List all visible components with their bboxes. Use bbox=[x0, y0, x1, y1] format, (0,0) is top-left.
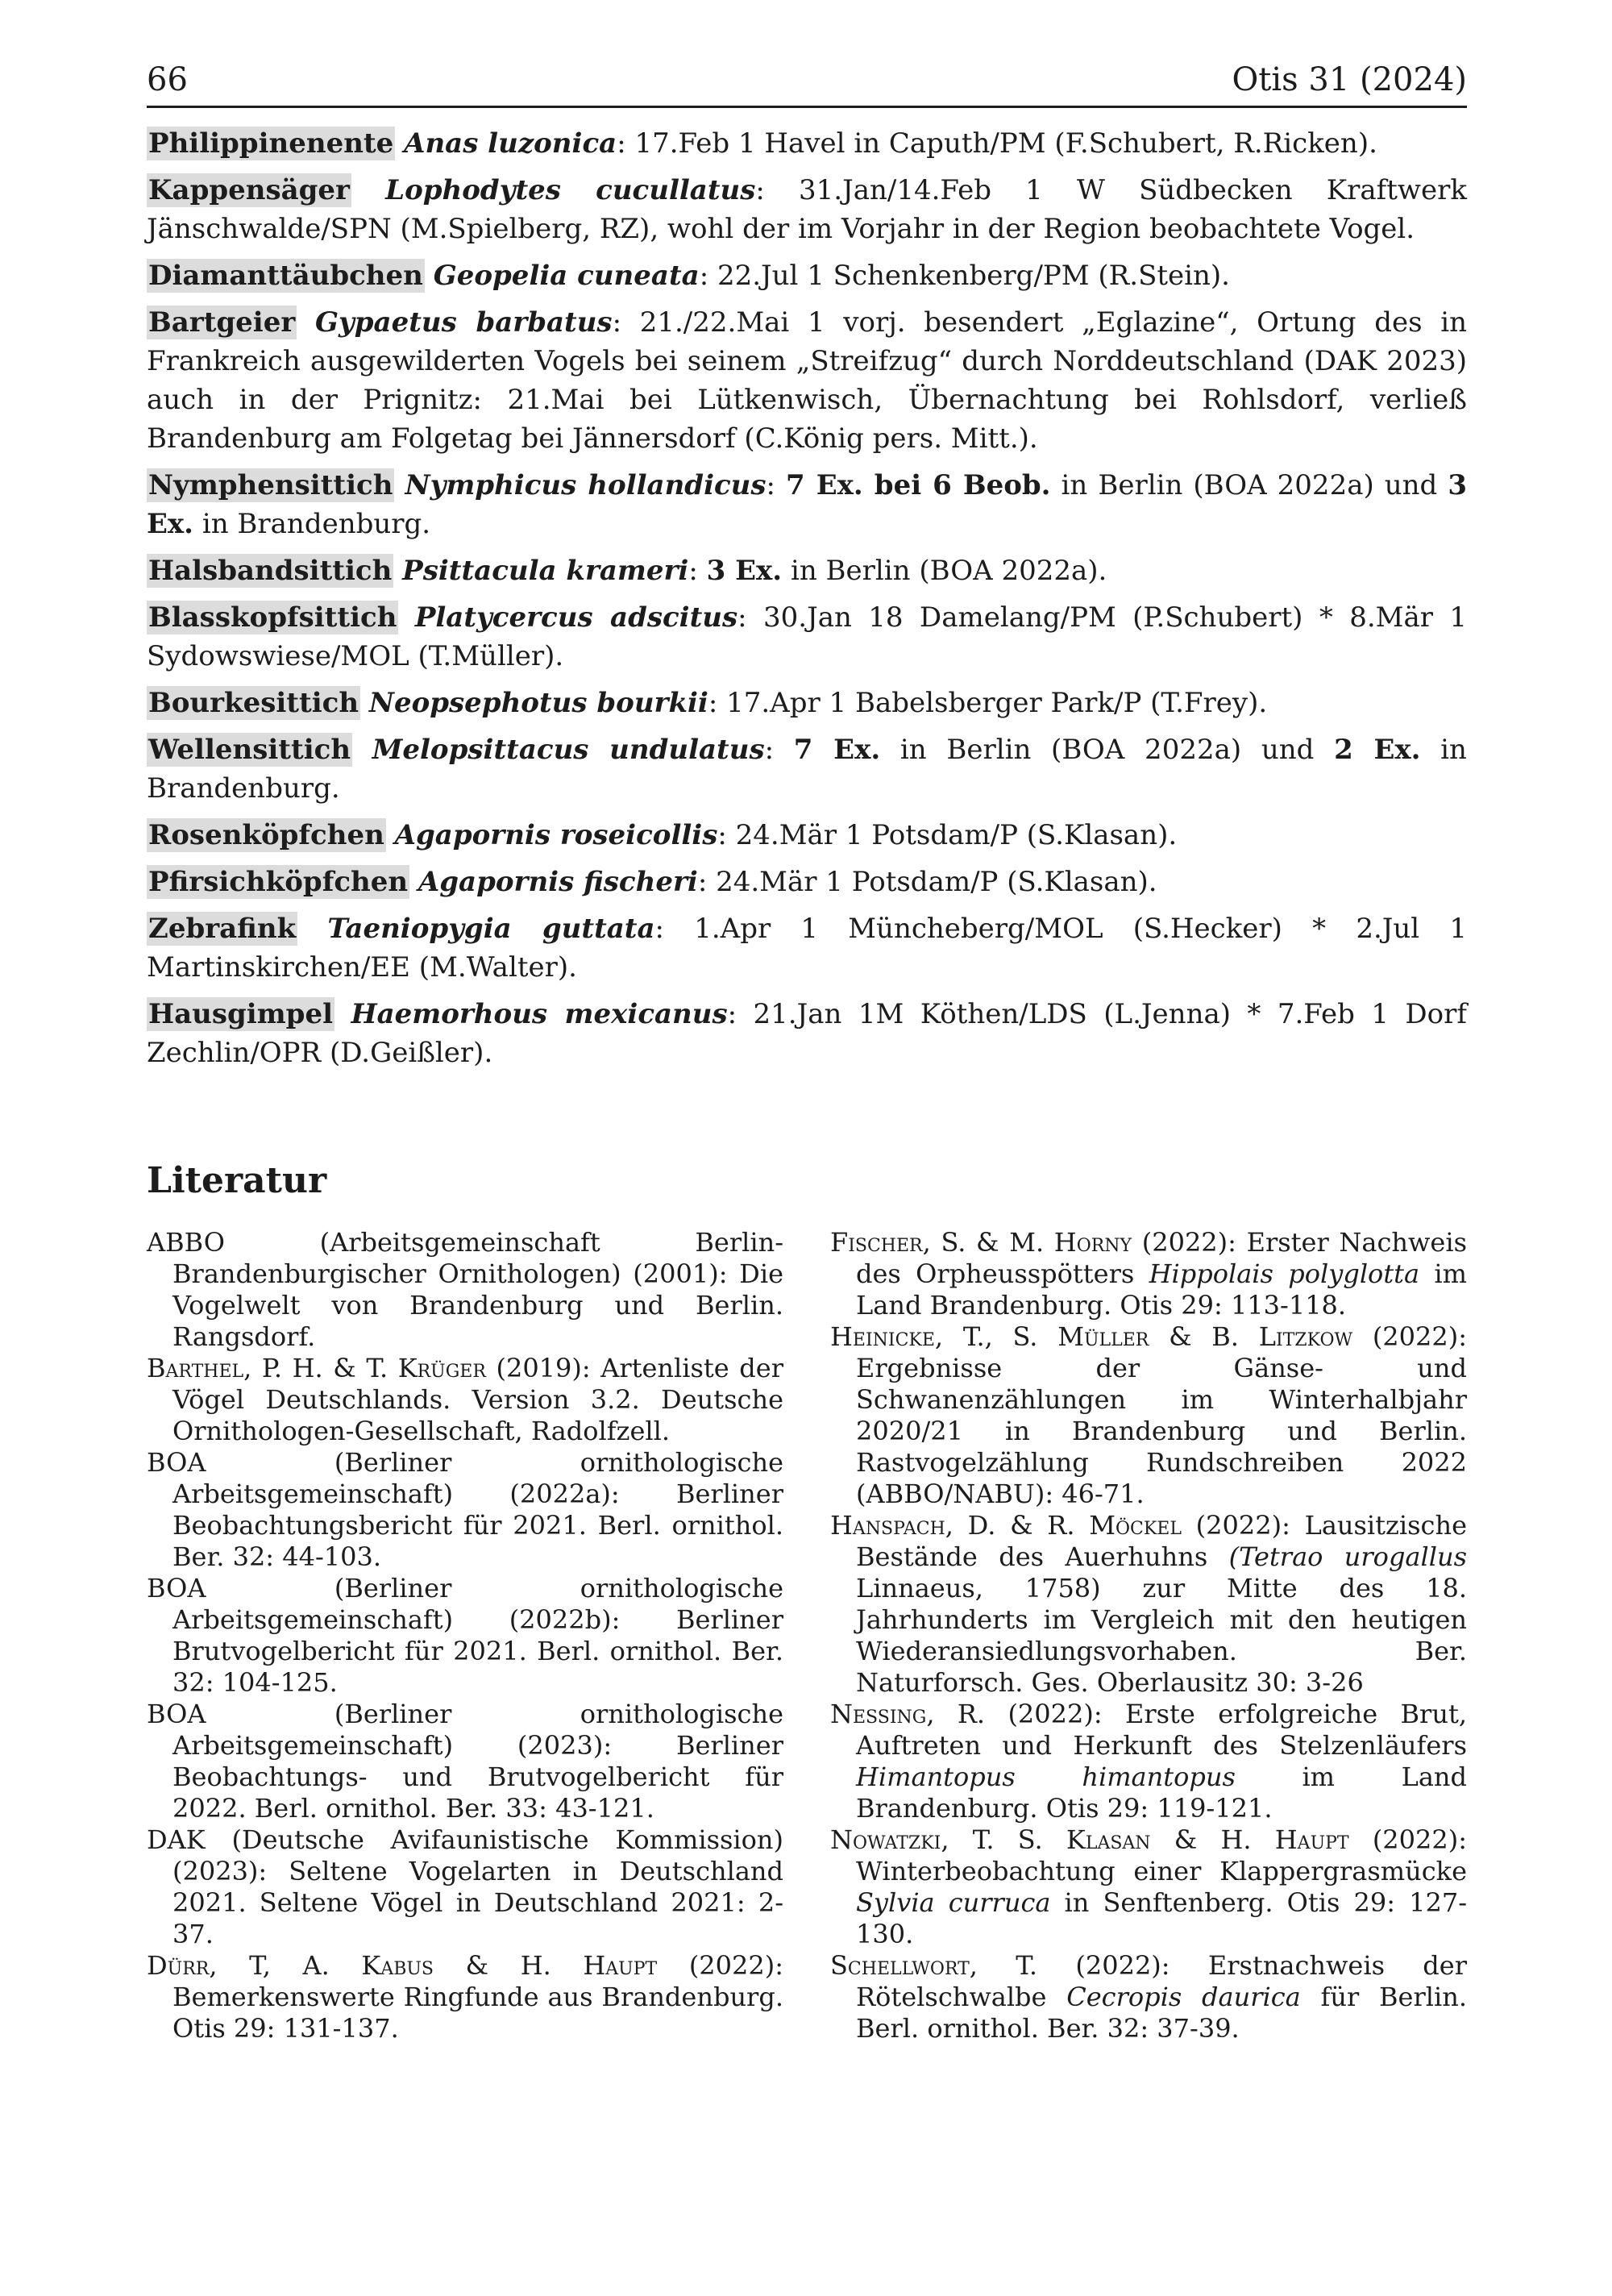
reference-text: (2019): Artenliste der Vögel Deutschlands. Version 3.2. Deutsche Ornithologen-Gesellschaft, Radolfzell. bbox=[172, 1353, 783, 1446]
reference-text: (2022): Bemerkenswerte Ringfunde aus Brandenburg. Otis 29: 131-137. bbox=[172, 1950, 783, 2044]
record-text: : 30.Jan 18 Damelang/PM (P.Schubert) * 8.Mär 1 Sydowswiese/MOL (T.Müller). bbox=[147, 601, 1468, 672]
species-record bbox=[147, 466, 1467, 543]
species-record bbox=[147, 816, 1467, 855]
record-text: : bbox=[764, 734, 794, 766]
record-count: 7 Ex. bbox=[793, 734, 881, 766]
record-text: : 24.Mär 1 Potsdam/P (S.Klasan). bbox=[697, 866, 1157, 898]
reference-text: (2022): Winterbeobachtung einer Klappergrasmücke bbox=[856, 1824, 1468, 1886]
species-name-latin: Nymphicus hollandicus bbox=[405, 469, 767, 501]
species-name-german: Diamanttäubchen bbox=[148, 260, 423, 292]
reference-author: Hanspach, D. & R. Möckel bbox=[830, 1510, 1182, 1541]
reference-text: BOA (Berliner ornithologische Arbeitsgemeinschaft) (2022b): Berliner Brutvogelbericht für 2021. Berl. ornithol. Ber. 32: 104-125. bbox=[147, 1573, 783, 1698]
species-name-latin: Platycercus adscitus bbox=[414, 601, 738, 634]
reference-text: DAK (Deutsche Avifaunistische Kommission) (2023): Seltene Vogelarten in Deutschland 2021. Seltene Vögel in Deutschland 2021: 2-37. bbox=[147, 1824, 783, 1949]
reference-entry bbox=[147, 1950, 783, 2044]
reference-entry bbox=[147, 1227, 783, 1353]
record-text: in Berlin (BOA 2022a). bbox=[782, 555, 1107, 587]
species-name-latin: Melopsittacus undulatus bbox=[372, 734, 765, 766]
reference-species: Hippolais polyglotta bbox=[1149, 1258, 1420, 1289]
reference-entry bbox=[147, 1573, 783, 1699]
reference-entry bbox=[147, 1447, 783, 1573]
species-record bbox=[147, 124, 1467, 163]
reference-text: (2022): Erster Nachweis des Orpheusspötters bbox=[856, 1227, 1468, 1289]
reference-author: Schellwort, T. bbox=[830, 1950, 1038, 1981]
species-record bbox=[147, 551, 1467, 590]
species-name-german: Philippinenente bbox=[148, 127, 394, 160]
species-record bbox=[147, 256, 1467, 295]
reference-entry bbox=[830, 1824, 1467, 1950]
species-record bbox=[147, 909, 1467, 987]
reference-author: Barthel, P. H. & T. Krüger bbox=[147, 1353, 486, 1383]
species-record bbox=[147, 730, 1467, 808]
species-name-german: Kappensäger bbox=[148, 174, 350, 206]
running-header bbox=[147, 60, 1467, 108]
reference-author: Nessing, R. bbox=[830, 1699, 986, 1729]
record-count: 3 Ex. bbox=[706, 555, 783, 587]
page bbox=[147, 60, 1467, 2044]
record-text: in Brandenburg. bbox=[193, 508, 431, 540]
species-record bbox=[147, 995, 1467, 1072]
species-name-latin: Neopsephotus bourkii bbox=[368, 687, 708, 719]
species-name-german: Halsbandsittich bbox=[148, 555, 393, 587]
reference-text: BOA (Berliner ornithologische Arbeitsgemeinschaft) (2022a): Berliner Beobachtungsbericht für 2021. Berl. ornithol. Ber. 32: 44-103. bbox=[147, 1447, 783, 1572]
literature-columns bbox=[147, 1227, 1467, 2044]
record-text: : 1.Apr 1 Müncheberg/MOL (S.Hecker) * 2.Jul 1 Martinskirchen/EE (M.Walter). bbox=[147, 913, 1467, 984]
species-name-latin: Gypaetus barbatus bbox=[314, 306, 613, 339]
species-record bbox=[147, 863, 1467, 901]
reference-entry bbox=[147, 1824, 783, 1950]
reference-author: Nowatzki, T. S. Klasan & H. Haupt bbox=[830, 1824, 1349, 1855]
record-text: : bbox=[766, 469, 787, 501]
species-name-german: Pfirsichköpfchen bbox=[148, 866, 409, 898]
species-record bbox=[147, 684, 1467, 722]
page-number: 66 bbox=[147, 61, 188, 98]
species-name-latin: Taeniopygia guttata bbox=[327, 913, 655, 945]
species-name-latin: Geopelia cuneata bbox=[433, 260, 700, 292]
reference-entry bbox=[830, 1510, 1467, 1699]
literature-heading: Literatur bbox=[147, 1160, 327, 1201]
record-count: 7 Ex. bei 6 Beob. bbox=[786, 469, 1051, 501]
species-name-german: Bourkesittich bbox=[148, 687, 359, 719]
record-text: : 21./22.Mai 1 vorj. besendert „Eglazine“, Ortung des in Frankreich ausgewilderten Vogels bei seinem „Streifzug“ durch Norddeutschland (DAK 2023) auch in der Prignitz: 21.Mai bei Lütkenwisch, Übernachtung bei Rohlsdorf, verließ Brandenburg am Folgetag bei Jännersdorf (C.König pers. Mitt.). bbox=[147, 306, 1467, 455]
record-text: : 17.Feb 1 Havel in Caputh/PM (F.Schubert, R.Ricken). bbox=[617, 127, 1377, 160]
record-count: 2 Ex. bbox=[1334, 734, 1421, 766]
reference-author: Dürr, T, A. Kabus & H. Haupt bbox=[147, 1950, 658, 1981]
record-text: : 22.Jul 1 Schenkenberg/PM (R.Stein). bbox=[699, 260, 1230, 292]
reference-species: Cecropis daurica bbox=[1066, 1982, 1301, 2012]
record-text: : bbox=[688, 555, 707, 587]
species-name-german: Hausgimpel bbox=[148, 998, 334, 1030]
record-text: in Berlin (BOA 2022a) und bbox=[1050, 469, 1448, 501]
species-name-german: Zebrafink bbox=[148, 913, 297, 945]
reference-text: in Senftenberg. Otis 29: 127-130. bbox=[856, 1887, 1467, 1949]
reference-entry bbox=[830, 1950, 1467, 2044]
species-record bbox=[147, 598, 1467, 676]
record-text: : 21.Jan 1M Köthen/LDS (L.Jenna) * 7.Feb 1 Dorf Zechlin/OPR (D.Geißler). bbox=[147, 998, 1467, 1069]
reference-species: (Tetrao urogallus bbox=[1228, 1541, 1468, 1572]
record-count: 3 Ex. bbox=[147, 469, 1467, 540]
species-name-latin: Haemorhous mexicanus bbox=[351, 998, 728, 1030]
reference-text: ABBO (Arbeitsgemeinschaft Berlin-Brandenburgischer Ornithologen) (2001): Die Vogelwelt von Brandenburg und Berlin. Rangsdorf. bbox=[147, 1227, 783, 1352]
literature-column-left bbox=[147, 1227, 783, 2044]
species-record bbox=[147, 171, 1467, 248]
species-name-german: Rosenköpfchen bbox=[148, 819, 384, 851]
reference-species: Himantopus himantopus bbox=[856, 1762, 1236, 1792]
reference-entry bbox=[830, 1227, 1467, 1321]
species-name-german: Nymphensittich bbox=[148, 469, 393, 501]
record-text: : 17.Apr 1 Babelsberger Park/P (T.Frey). bbox=[708, 687, 1268, 719]
species-name-german: Blasskopfsittich bbox=[148, 601, 397, 634]
species-name-latin: Agapornis fischeri bbox=[418, 866, 698, 898]
record-text: : 24.Mär 1 Potsdam/P (S.Klasan). bbox=[717, 819, 1178, 851]
reference-text: (2022): Lausitzische Bestände des Auerhuhns bbox=[856, 1510, 1467, 1572]
reference-author: Heinicke, T., S. Müller & B. Litzkow bbox=[830, 1321, 1353, 1352]
reference-entry bbox=[147, 1353, 783, 1447]
species-name-latin: Anas luzonica bbox=[404, 127, 617, 160]
species-name-latin: Lophodytes cucullatus bbox=[385, 174, 756, 206]
species-records bbox=[147, 124, 1467, 1072]
reference-text: Linnaeus, 1758) zur Mitte des 18. Jahrhunderts im Vergleich mit den heutigen Wiederansiedlungsvorhaben. Ber. Naturforsch. Ges. Oberlausitz 30: 3-26 bbox=[856, 1573, 1467, 1698]
species-record bbox=[147, 303, 1467, 458]
reference-text: (2022): Erstnachweis der Rötelschwalbe bbox=[856, 1950, 1468, 2012]
reference-species: Sylvia curruca bbox=[856, 1887, 1051, 1918]
reference-entry bbox=[147, 1699, 783, 1824]
reference-text: (2022): Ergebnisse der Gänse- und Schwanenzählungen im Winterhalbjahr 2020/21 in Brandenburg und Berlin. Rastvogelzählung Rundschreiben 2022 (ABBO/NABU): 46-71. bbox=[856, 1321, 1468, 1509]
record-text: in Berlin (BOA 2022a) und bbox=[880, 734, 1335, 766]
species-name-latin: Psittacula krameri bbox=[402, 555, 689, 587]
reference-text: im Land Brandenburg. Otis 29: 113-118. bbox=[856, 1258, 1467, 1321]
reference-entry bbox=[830, 1699, 1467, 1824]
journal-title: Otis 31 (2024) bbox=[1232, 61, 1467, 98]
species-name-german: Bartgeier bbox=[148, 306, 296, 339]
reference-text: für Berlin. Berl. ornithol. Ber. 32: 37-39. bbox=[856, 1982, 1468, 2044]
literature-column-right bbox=[830, 1227, 1467, 2044]
species-name-latin: Agapornis roseicollis bbox=[394, 819, 718, 851]
record-text: in Brandenburg. bbox=[147, 734, 1467, 805]
record-text: : 31.Jan/14.Feb 1 W Südbecken Kraftwerk Jänschwalde/SPN (M.Spielberg, RZ), wohl der im Vorjahr in der Region beobachtete Vogel. bbox=[147, 174, 1468, 245]
reference-author: Fischer, S. & M. Horny bbox=[830, 1227, 1132, 1258]
reference-text: (2022): Erste erfolgreiche Brut, Auftreten und Herkunft des Stelzenläufers bbox=[856, 1699, 1467, 1761]
species-name-german: Wellensittich bbox=[148, 734, 351, 766]
reference-entry bbox=[830, 1321, 1467, 1510]
reference-text: im Land Brandenburg. Otis 29: 119-121. bbox=[856, 1762, 1468, 1824]
reference-text: BOA (Berliner ornithologische Arbeitsgemeinschaft) (2023): Berliner Beobachtungs- und Brutvogelbericht für 2022. Berl. ornithol. Ber. 33: 43-121. bbox=[147, 1699, 783, 1824]
